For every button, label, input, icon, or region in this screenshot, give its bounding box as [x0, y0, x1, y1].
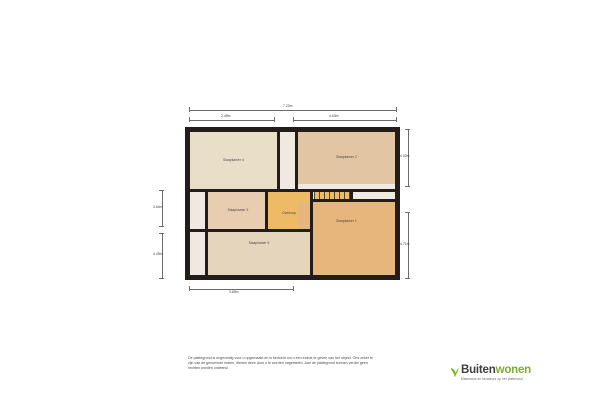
interior-wall-horizontal-upper: [190, 189, 395, 192]
room-slaapkamer-5[interactable]: [208, 232, 310, 275]
room-slaapkamer-3[interactable]: [208, 192, 268, 230]
dimension-right-upper-label: 4.02m: [400, 154, 410, 158]
dimension-left-lower-label: 4.49m: [153, 252, 163, 256]
floorplan-interior: [190, 132, 395, 275]
room-label-hal: Overloop: [282, 211, 296, 216]
room-label-slaapkamer-4: Slaapkamer 4: [223, 157, 244, 162]
floorplan-outline: [185, 127, 400, 280]
leaf-icon: [450, 366, 459, 377]
room-label-slaapkamer-2: Slaapkamer 2: [336, 155, 357, 160]
logo-word-buiten: Buiten: [461, 364, 496, 376]
interior-wall-vertical-left-lower: [205, 192, 208, 275]
dimension-top-total-label: 7.22m: [283, 104, 293, 108]
dimension-left-upper-label: 3.64m: [153, 205, 163, 209]
logo-word-wonen: wonen: [495, 364, 531, 376]
room-label-slaapkamer-5: Slaapkamer 5: [248, 240, 270, 245]
dimension-bottom-label: 3.69m: [229, 290, 239, 294]
room-slaapkamer-2[interactable]: [298, 132, 395, 184]
room-label-slaapkamer-3: Slaapkamer 3: [227, 208, 249, 213]
interior-wall-vertical-right-stair: [350, 189, 353, 202]
interior-wall-vertical-hal-left: [265, 189, 268, 232]
logo-tagline: Makelaars en taxateurs op het platteland: [461, 377, 523, 381]
interior-wall-vertical-right-top: [295, 132, 298, 189]
logo-wordmark: [461, 364, 531, 376]
interior-wall-vertical-center-top: [277, 132, 280, 189]
room-slaapkamer-4[interactable]: [190, 132, 277, 189]
dimension-top-left-label: 2.49m: [221, 114, 231, 118]
dimension-right-lower-label: 4.71m: [400, 242, 410, 246]
room-label-slaapkamer-1: Slaapkamer 1: [336, 218, 357, 223]
dimension-top-right-label: 4.63m: [329, 114, 339, 118]
disclaimer-text: De plattegrond is ongeveldig voor u opgemaakt en is bedoeld om u een indruk te geven van het object. Ons zeker te zijn van de genoemde maten, dienen deze door u te worden nagemeten. Aan de plattegrond kunnen verder geen rechten worden ontleend.: [188, 356, 373, 371]
interior-wall-horizontal-lower: [190, 229, 313, 232]
